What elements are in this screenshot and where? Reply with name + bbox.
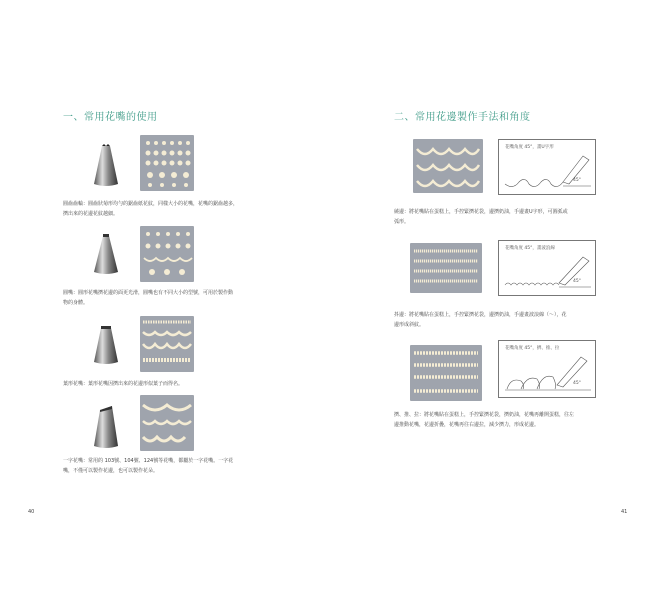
push-pull-diagram (498, 340, 596, 398)
push-pull-caption: 擠、推、拉：將花嘴貼在蛋糕上，手控緊擠花袋，擠奶油，花嘴再離開蛋糕，往左 邊推動花嘴，花邊折疊，花嘴再往右邊拉，減少擠力，形成花邊。 (394, 412, 575, 428)
swirl-caption: 繞邊：將花嘴貼在蛋糕上，手控緊擠花袋，邊擠奶油，手邊畫U字形，可圓弧或 弧形。 (394, 209, 568, 225)
left-page-number: 40 (28, 509, 35, 515)
shake-diagram-label: 花嘴角度 45°，畫波浪線 (505, 246, 555, 251)
petal-nozzle-image (92, 406, 120, 450)
push-pull-angle-label: 45° (573, 381, 581, 386)
round-caption: 圓嘴：圓形花嘴擠花邊的面更光滑，圓嘴也有不同大小的型號，可用於製作動 物的身體。 (63, 290, 234, 306)
push-pull-diagram-label: 花嘴角度 45°，擠、推、拉 (505, 346, 560, 351)
star-nozzle-image (92, 144, 120, 188)
shake-photo (410, 243, 482, 293)
flat-caption: 葉形花嘴：葉形花嘴因擠出來的花邊形似葉子而得名。 (63, 381, 184, 387)
petal-caption: 一字花嘴：常用的 103號、104號、124號等花嘴，都屬於一字花嘴。一字花 嘴，不僅可以製作花邊，也可以製作花朵。 (63, 458, 234, 474)
swirl-photo (413, 139, 483, 193)
flat-piping-photo (140, 316, 194, 372)
star-caption: 圓齒齒輪：圓齒狀菊形均勻的鋸齒紙花紋，同樣大小的花嘴，花嘴的鋸齒越多， 擠出來的花邊花紋越細。 (63, 201, 239, 217)
swirl-diagram (498, 139, 596, 195)
shake-angle-label: 45° (573, 279, 581, 284)
swirl-angle-label: 45° (573, 178, 581, 183)
right-page-title: 二、常用花邊製作手法和角度 (394, 112, 531, 123)
shake-caption: 抖邊：將花嘴貼在蛋糕上，手控緊擠花袋，邊擠奶油，手邊畫波浪線（～），花 邊形成斜紋。 (394, 312, 567, 328)
left-page-title: 一、常用花嘴的使用 (63, 112, 158, 123)
flat-nozzle-image (92, 326, 120, 366)
round-piping-photo (140, 226, 194, 282)
swirl-diagram-label: 花嘴角度 45°，畫U字形 (505, 145, 554, 150)
push-pull-photo (410, 345, 482, 401)
shake-diagram (498, 240, 596, 296)
petal-piping-photo (140, 395, 194, 451)
round-nozzle-image (92, 234, 120, 276)
star-piping-photo (140, 135, 194, 191)
right-page-number: 41 (621, 509, 628, 515)
